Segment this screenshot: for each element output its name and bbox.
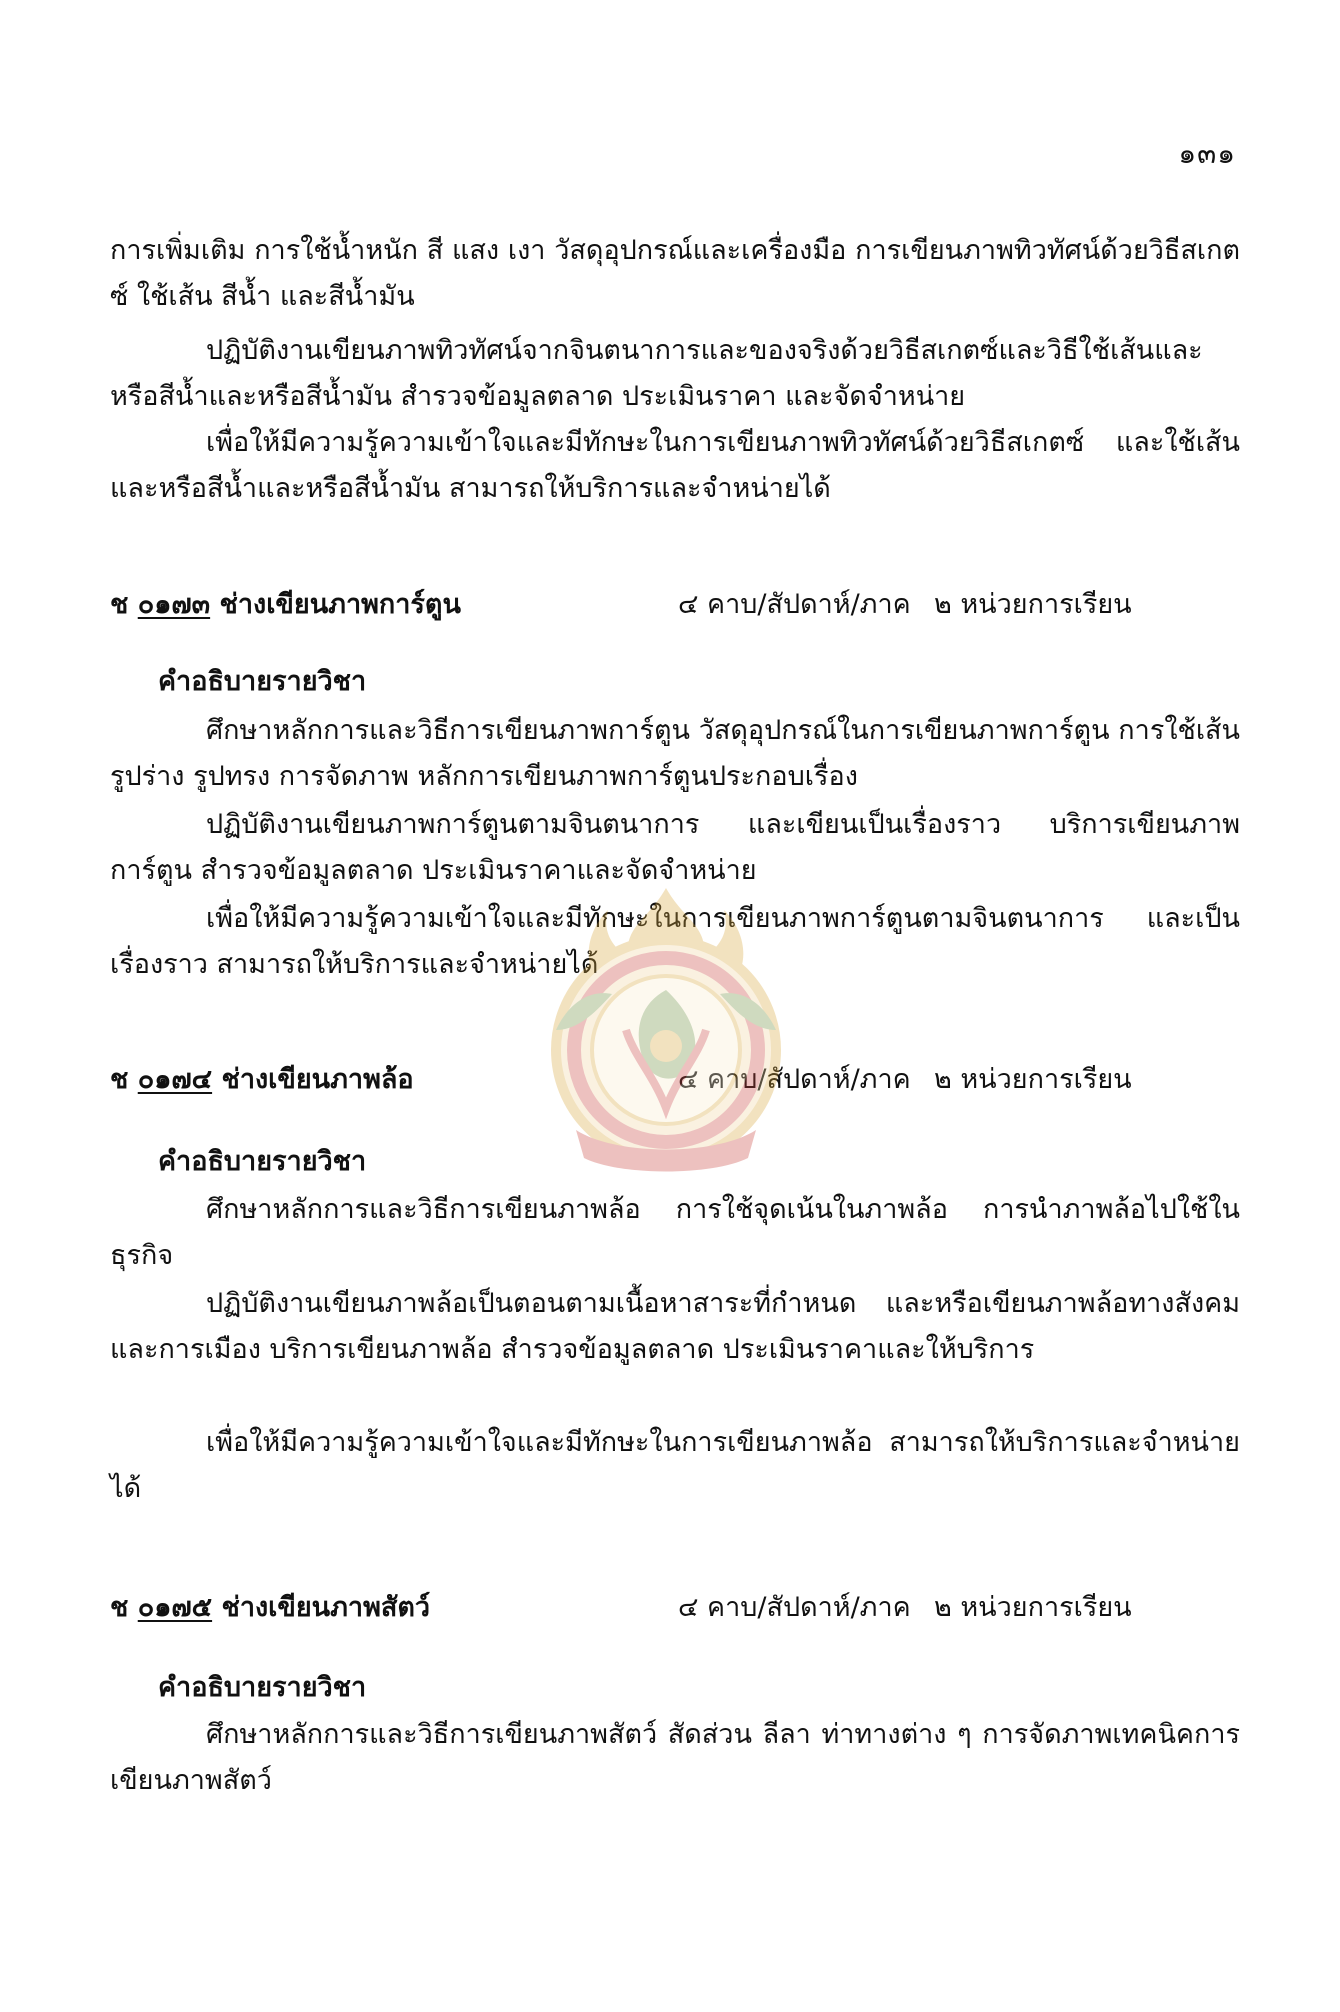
intro-paragraph-2: ปฏิบัติงานเขียนภาพทิวทัศน์จากจินตนาการและของจริงด้วยวิธีสเกตซ์และวิธีใช้เส้นและหรือสีน้ำและหรือสีน้ำมัน สำรวจข้อมูลตลาด ประเมินราคา และจัดจำหน่าย <box>110 335 1203 412</box>
course-hours: ๔ คาบ/สัปดาห์/ภาค <box>678 1064 911 1095</box>
course-paragraph-1: ศึกษาหลักการและวิธีการเขียนภาพสัตว์ สัดส่วน ลีลา ท่าทางต่าง ๆ การจัดภาพเทคนิคการเขียนภาพสัตว์ <box>110 1719 1240 1796</box>
intro-paragraph-3: เพื่อให้มีความรู้ความเข้าใจและมีทักษะในการเขียนภาพทิวทัศน์ด้วยวิธีสเกตซ์ และใช้เส้นและหรือสีน้ำและหรือสีน้ำมัน สามารถให้บริการและจำหน่ายได้ <box>110 427 1240 504</box>
course-paragraph-3: เพื่อให้มีความรู้ความเข้าใจและมีทักษะในการเขียนภาพการ์ตูนตามจินตนาการ และเป็นเรื่องราว สามารถให้บริการและจำหน่ายได้ <box>110 903 1240 980</box>
course-description-label: คำอธิบายรายวิชา <box>158 1672 367 1703</box>
course-heading <box>110 1586 1240 1630</box>
course-hours: ๔ คาบ/สัปดาห์/ภาค <box>678 1592 911 1623</box>
course-heading <box>110 1058 1240 1102</box>
course-title: ช่างเขียนภาพล้อ <box>221 1064 414 1095</box>
course-code: ๐๑๗๕ <box>137 1592 213 1623</box>
course-code: ๐๑๗๓ <box>137 589 211 620</box>
intro-paragraph-1: การเพิ่มเติม การใช้น้ำหนัก สี แสง เงา วัสดุอุปกรณ์และเครื่องมือ การเขียนภาพทิวทัศน์ด้วยวิธีสเกตซ์ ใช้เส้น สีน้ำ และสีน้ำมัน <box>110 235 1240 312</box>
course-heading <box>110 583 1240 627</box>
course-paragraph-1: ศึกษาหลักการและวิธีการเขียนภาพการ์ตูน วัสดุอุปกรณ์ในการเขียนภาพการ์ตูน การใช้เส้น รูปร่าง รูปทรง การจัดภาพ หลักการเขียนภาพการ์ตูนประกอบเรื่อง <box>110 715 1240 792</box>
course-description-label: คำอธิบายรายวิชา <box>158 1146 367 1177</box>
course-prefix: ช <box>110 1592 129 1623</box>
course-paragraph-2: ปฏิบัติงานเขียนภาพการ์ตูนตามจินตนาการ และเขียนเป็นเรื่องราว บริการเขียนภาพการ์ตูน สำรวจข้อมูลตลาด ประเมินราคาและจัดจำหน่าย <box>110 809 1240 886</box>
course-credits: ๒ หน่วยการเรียน <box>934 1064 1132 1095</box>
course-prefix: ช <box>110 1064 129 1095</box>
course-paragraph-3: เพื่อให้มีความรู้ความเข้าใจและมีทักษะในการเขียนภาพล้อ สามารถให้บริการและจำหน่ายได้ <box>110 1427 1240 1504</box>
course-credits: ๒ หน่วยการเรียน <box>934 589 1132 620</box>
course-credits: ๒ หน่วยการเรียน <box>934 1592 1132 1623</box>
course-title: ช่างเขียนภาพการ์ตูน <box>219 589 461 620</box>
course-hours: ๔ คาบ/สัปดาห์/ภาค <box>678 589 911 620</box>
course-title: ช่างเขียนภาพสัตว์ <box>221 1592 431 1623</box>
course-description-label: คำอธิบายรายวิชา <box>158 666 367 697</box>
page-number: ๑๓๑ <box>1178 137 1236 170</box>
course-code: ๐๑๗๔ <box>137 1064 213 1095</box>
course-paragraph-1: ศึกษาหลักการและวิธีการเขียนภาพล้อ การใช้จุดเน้นในภาพล้อ การนำภาพล้อไปใช้ในธุรกิจ <box>110 1194 1240 1271</box>
course-paragraph-2: ปฏิบัติงานเขียนภาพล้อเป็นตอนตามเนื้อหาสาระที่กำหนด และหรือเขียนภาพล้อทางสังคม และการเมือง บริการเขียนภาพล้อ สำรวจข้อมูลตลาด ประเมินราคาและให้บริการ <box>110 1288 1240 1365</box>
course-prefix: ช <box>110 589 129 620</box>
